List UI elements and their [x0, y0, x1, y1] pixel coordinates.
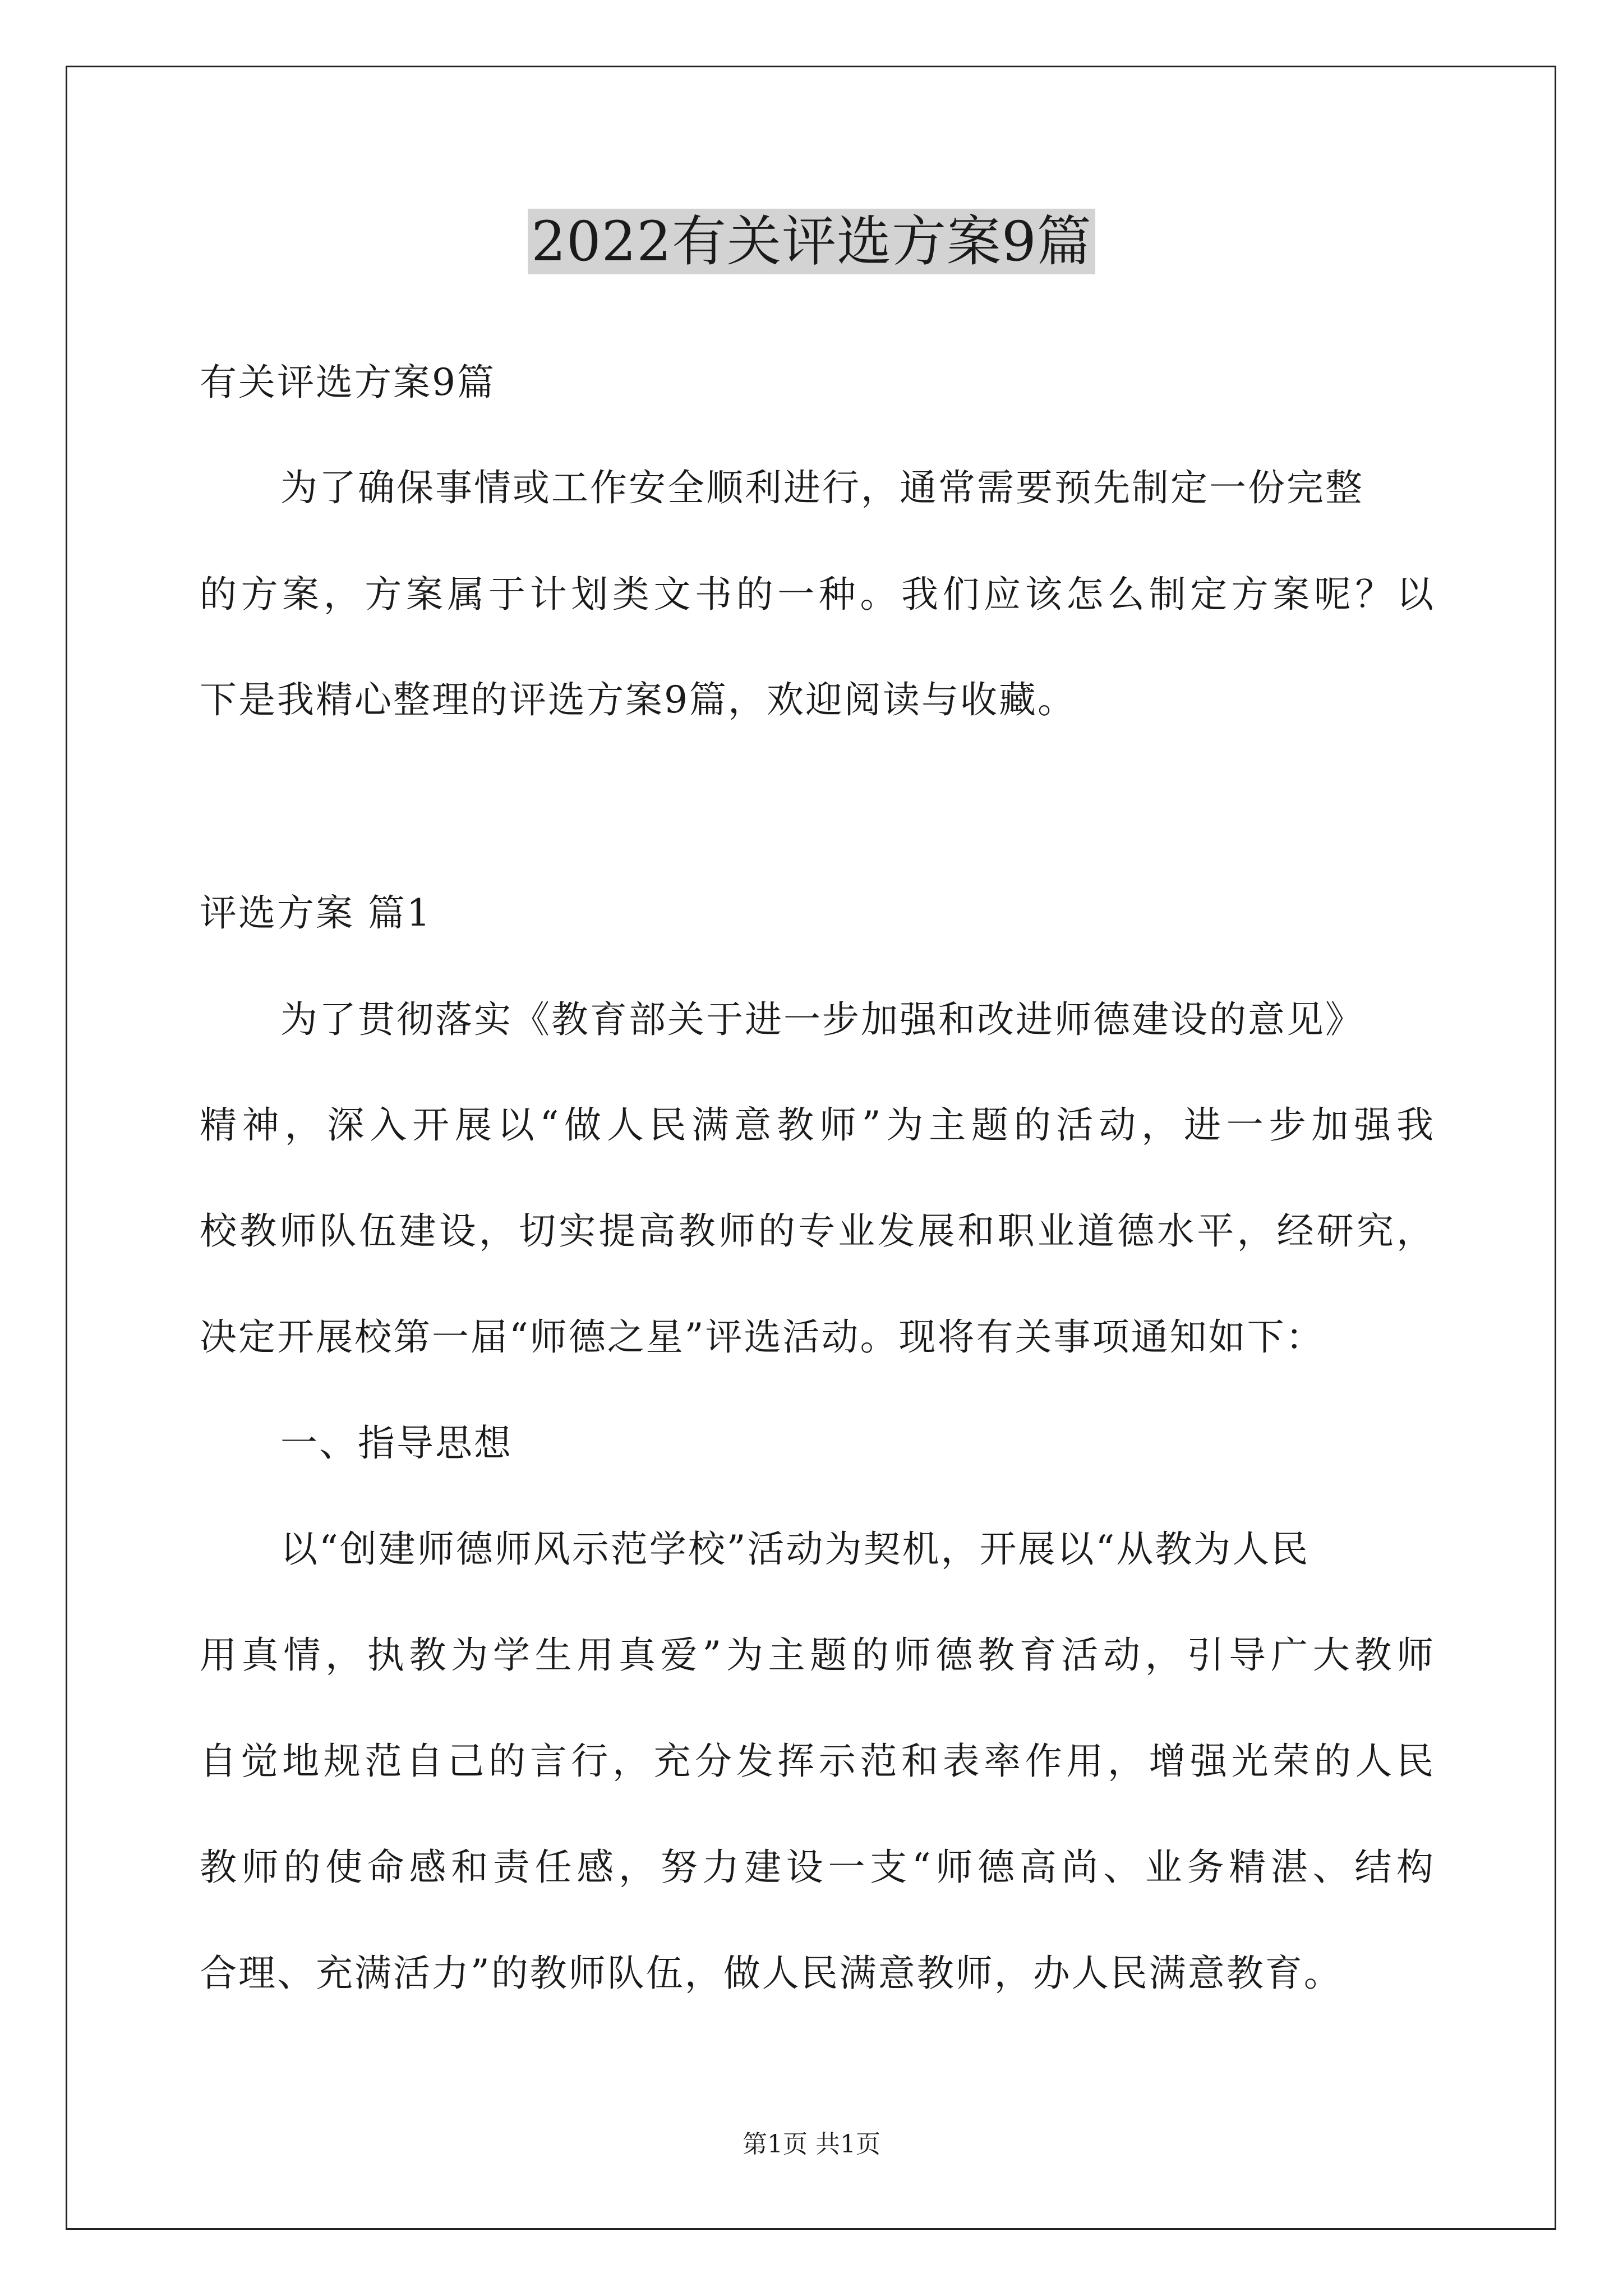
subheading-guidance: 一、指导思想 — [280, 1421, 513, 1465]
intro-line-1: 为了确保事情或工作安全顺利进行，通常需要预先制定一份完整 — [280, 466, 1364, 509]
document-title-text: 2022有关评选方案9篇 — [528, 209, 1095, 274]
section-line-3: 校教师队伍建设，切实提高教师的专业发展和职业道德水平，经研究， — [200, 1209, 1433, 1253]
intro-line-2: 的方案，方案属于计划类文书的一种。我们应该怎么制定方案呢？以 — [200, 573, 1433, 616]
guidance-line-3: 自觉地规范自己的言行，充分发挥示范和表率作用，增强光荣的人民 — [200, 1740, 1433, 1783]
section-line-1: 为了贯彻落实《教育部关于进一步加强和改进师德建设的意见》 — [280, 998, 1364, 1041]
document-subtitle: 有关评选方案9篇 — [200, 361, 496, 404]
section-line-2: 精神，深入开展以“做人民满意教师”为主题的活动，进一步加强我 — [200, 1103, 1433, 1147]
guidance-line-5: 合理、充满活力”的教师队伍，做人民满意教师，办人民满意教育。 — [200, 1952, 1343, 1995]
guidance-line-4: 教师的使命感和责任感，努力建设一支“师德高尚、业务精湛、结构 — [200, 1846, 1433, 1889]
section-heading: 评选方案 篇1 — [200, 891, 432, 935]
intro-line-3: 下是我精心整理的评选方案9篇，欢迎阅读与收藏。 — [200, 678, 1076, 721]
section-line-4: 决定开展校第一届“师德之星”评选活动。现将有关事项通知如下： — [200, 1315, 1325, 1359]
page-number-footer: 第1页 共1页 — [743, 2130, 880, 2159]
document-title — [0, 206, 1623, 277]
guidance-line-2: 用真情，执教为学生用真爱”为主题的师德教育活动，引导广大教师 — [200, 1634, 1433, 1677]
guidance-line-1: 以“创建师德师风示范学校”活动为契机，开展以“从教为人民 — [280, 1527, 1310, 1571]
